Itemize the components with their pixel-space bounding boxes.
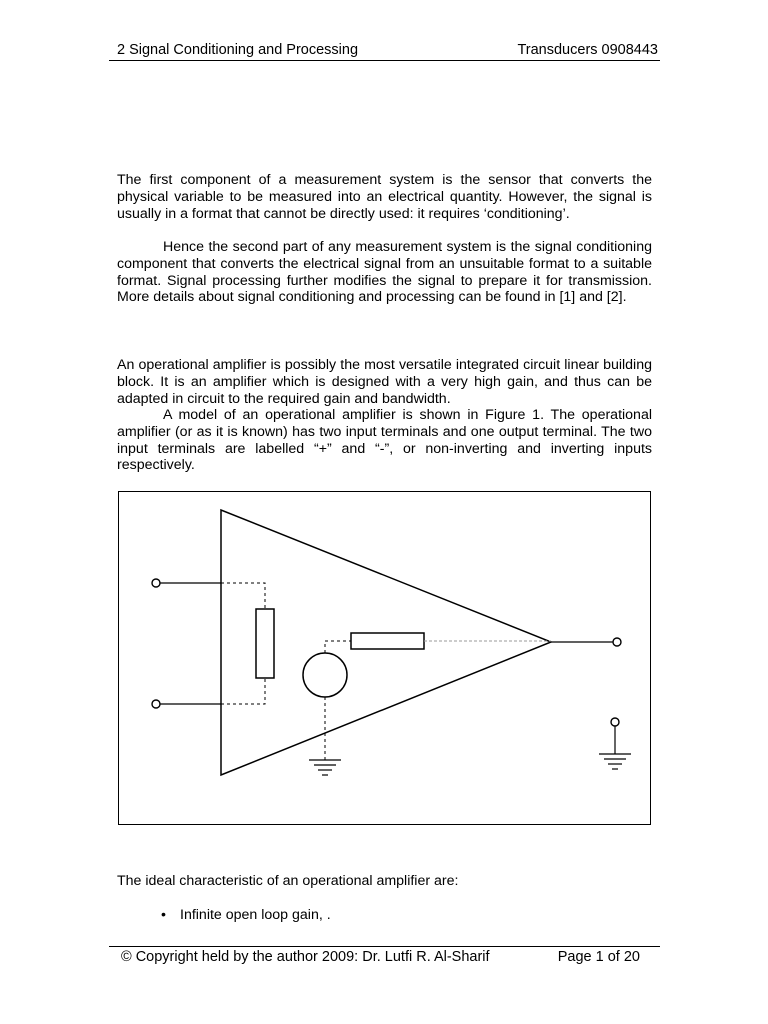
ground-icon-internal bbox=[309, 760, 341, 775]
voltage-source-symbol bbox=[303, 653, 347, 697]
paragraph-opamp-model-text: A model of an operational amplifier is shown in Figure 1. The operational amplifier (or as it is known) has two input terminals and one output terminal. The two input terminals are labelled “+” and “-”, or non-inverting and inverting inputs respectively. bbox=[117, 407, 652, 474]
paragraph-opamp-intro-text: An operational amplifier is possibly the most versatile integrated circuit linear building block. It is an amplifier which is designed with a very high gain, and thus can be adapted in circuit to the required gain and bandwidth. bbox=[117, 357, 652, 407]
paragraph-opamp-intro bbox=[117, 357, 652, 407]
paragraph-intro bbox=[117, 172, 652, 222]
input-terminal-noninverting bbox=[152, 579, 160, 587]
ideal-characteristics-intro: The ideal characteristic of an operational amplifier are: bbox=[117, 873, 459, 889]
list-item-text: Infinite open loop gain, . bbox=[180, 907, 331, 923]
header-course-code: Transducers 0908443 bbox=[517, 42, 658, 58]
ground-icon-external bbox=[599, 754, 631, 769]
footer-copyright: © Copyright held by the author 2009: Dr. Lutfi R. Al-Sharif bbox=[121, 949, 490, 965]
bullet-icon: • bbox=[161, 907, 166, 923]
input-resistance-symbol bbox=[256, 609, 274, 678]
figure-opamp-model bbox=[118, 491, 651, 825]
paragraph-opamp-model bbox=[117, 407, 652, 474]
page-header bbox=[109, 42, 660, 61]
output-resistance-symbol bbox=[351, 633, 424, 649]
paragraph-intro-text: The first component of a measurement system is the sensor that converts the physical variable to be measured into an electrical quantity. However, the signal is usually in a format that cannot be directly used: it requires ‘conditioning’. bbox=[117, 172, 652, 222]
opamp-circuit-diagram bbox=[119, 492, 652, 826]
paragraph-conditioning-text: Hence the second part of any measurement system is the signal conditioning component that converts the electrical signal from an unsuitable format to a suitable format. Signal processing further modifies the signal to prepare it for transmission. More details about signal conditioning and processing can be found in [1] and [2]. bbox=[117, 239, 652, 306]
input-terminal-inverting bbox=[152, 700, 160, 708]
footer-page-number: Page 1 of 20 bbox=[557, 949, 640, 965]
header-chapter-title: 2 Signal Conditioning and Processing bbox=[117, 42, 359, 58]
output-terminal bbox=[613, 638, 621, 646]
ground-terminal bbox=[611, 718, 619, 726]
page-footer bbox=[109, 946, 660, 967]
paragraph-conditioning bbox=[117, 239, 652, 306]
